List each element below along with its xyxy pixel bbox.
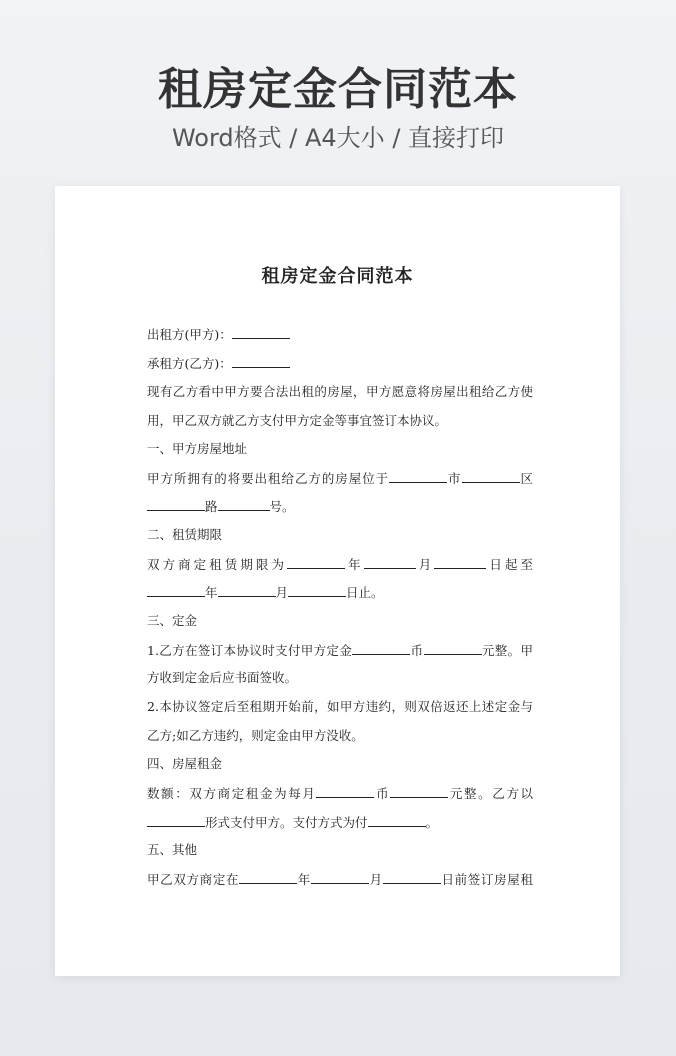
section-4-line-2 xyxy=(147,814,533,831)
section-4-heading: 四、房屋租金 xyxy=(147,756,223,771)
lessor-label: 出租方(甲方)： xyxy=(147,327,232,342)
text: 年 xyxy=(205,585,218,600)
month-blank xyxy=(311,871,369,884)
text: 1.乙方在签订本协议时支付甲方定金 xyxy=(147,643,353,658)
text: 元整。甲 xyxy=(481,643,533,658)
payment-method-blank xyxy=(368,814,426,827)
text: 形式支付甲方。支付方式为付 xyxy=(205,815,368,830)
text: 。 xyxy=(425,815,439,830)
lessee-label: 承租方(乙方)： xyxy=(147,356,232,371)
text: 月 xyxy=(368,872,383,887)
page-header xyxy=(0,62,676,154)
text: 双方商定租赁期限为 xyxy=(147,557,288,572)
text: 区 xyxy=(519,471,533,486)
text: 币 xyxy=(374,786,391,801)
month-blank xyxy=(218,584,276,597)
lessee-line xyxy=(147,355,533,372)
section-3-para-1-line-1 xyxy=(147,642,533,659)
section-1-heading: 一、甲方房屋地址 xyxy=(147,441,248,456)
section-2-line-2 xyxy=(147,584,533,601)
year-blank xyxy=(287,556,345,569)
section-1-line-2 xyxy=(147,498,533,515)
year-blank xyxy=(239,871,297,884)
lessee-blank xyxy=(232,355,290,368)
section-3-para-2-line-2: 乙方;如乙方违约，则定金由甲方没收。 xyxy=(147,728,364,743)
lessor-line xyxy=(147,326,533,343)
intro-line-1: 现有乙方看中甲方要合法出租的房屋，甲方愿意将房屋出租给乙方使 xyxy=(147,384,533,399)
text: 日止。 xyxy=(346,585,384,600)
rent-amount-blank xyxy=(390,785,448,798)
text: 数额：双方商定租金为每月 xyxy=(147,786,317,801)
text: 号。 xyxy=(269,499,295,514)
intro-line-2: 用，甲乙双方就乙方支付甲方定金等事宜签订本协议。 xyxy=(147,413,448,428)
text: 市 xyxy=(447,471,462,486)
page-title: 租房定金合同范本 xyxy=(158,64,518,115)
text: 甲乙双方商定在 xyxy=(147,872,240,887)
road-name-blank xyxy=(147,498,205,511)
day-blank xyxy=(288,584,346,597)
section-2-line-1 xyxy=(147,556,533,573)
section-4-line-1 xyxy=(147,785,533,802)
text: 日前签订房屋租 xyxy=(440,872,533,887)
section-2-heading: 二、租赁期限 xyxy=(147,527,223,542)
year-blank xyxy=(147,584,205,597)
section-5-heading: 五、其他 xyxy=(147,842,198,857)
section-3-para-2-line-1: 2.本协议签定后至租期开始前，如甲方违约，则双倍返还上述定金与 xyxy=(147,699,533,714)
deposit-currency-blank xyxy=(352,642,410,655)
text: 年 xyxy=(345,557,364,572)
text: 元整。乙方以 xyxy=(448,786,533,801)
document-page xyxy=(55,186,620,976)
day-blank xyxy=(383,871,441,884)
section-5-line-1 xyxy=(147,871,533,888)
day-blank xyxy=(434,556,486,569)
text: 日起至 xyxy=(486,557,533,572)
text: 月 xyxy=(275,585,289,600)
month-blank xyxy=(364,556,416,569)
document-title: 租房定金合同范本 xyxy=(261,266,414,287)
section-3-para-1-line-2: 方收到定金后应书面签收。 xyxy=(147,670,298,685)
payment-form-blank xyxy=(147,814,205,827)
city-blank xyxy=(389,470,447,483)
text: 月 xyxy=(415,557,435,572)
text: 币 xyxy=(410,643,424,658)
text: 年 xyxy=(297,872,311,887)
deposit-amount-blank xyxy=(424,642,482,655)
page-subtitle: Word格式 / A4大小 / 直接打印 xyxy=(171,124,505,152)
lessor-blank xyxy=(232,326,290,339)
house-number-blank xyxy=(218,498,270,511)
district-blank xyxy=(462,470,520,483)
section-3-heading: 三、定金 xyxy=(147,613,198,628)
rent-currency-blank xyxy=(316,785,374,798)
text: 甲方所拥有的将要出租给乙方的房屋位于 xyxy=(147,471,390,486)
text: 路 xyxy=(205,499,218,514)
section-1-line-1 xyxy=(147,470,533,487)
